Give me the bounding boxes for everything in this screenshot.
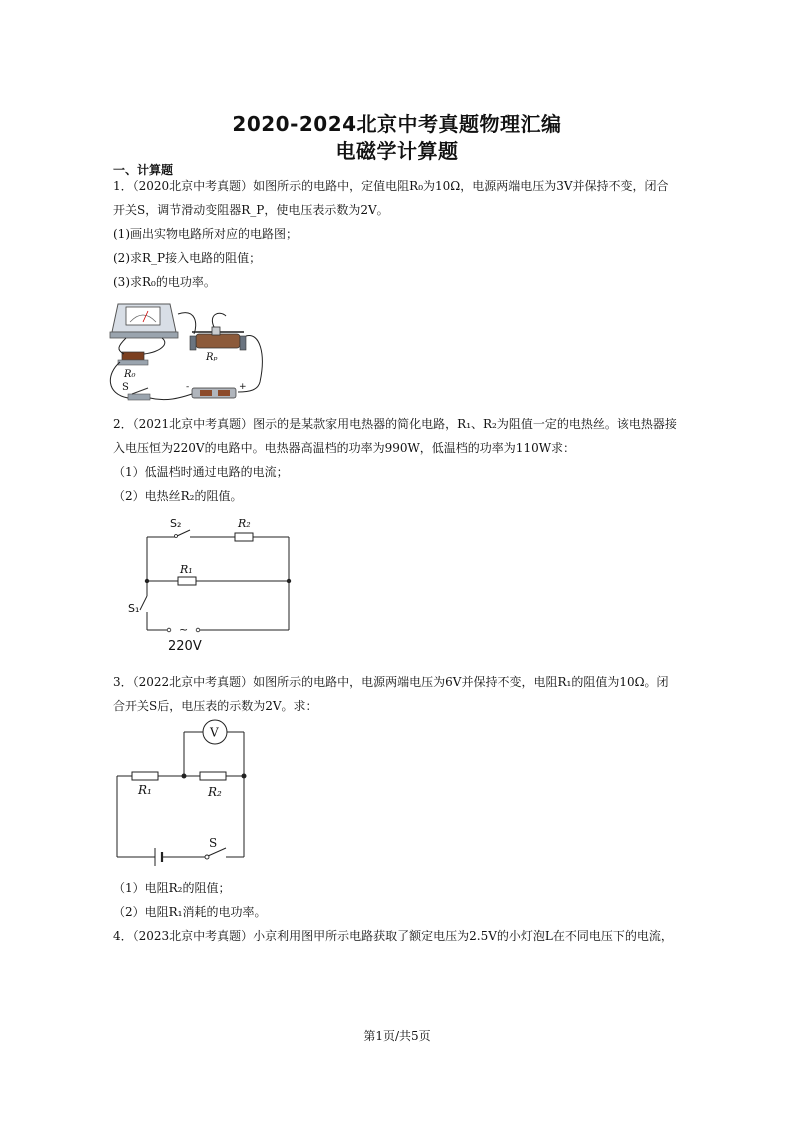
rp-label: Rₚ (206, 352, 218, 363)
q1-part2: (2)求R_P接入电路的阻值； (113, 251, 262, 265)
q1-physical-circuit-figure (100, 294, 270, 410)
q3-text-line1: 3．（2022北京中考真题）如图所示的电路中，电源两端电压为6V并保持不变，电阻R₁的阻值为10Ω。闭 (113, 675, 669, 689)
q1-part1: (1)画出实物电路所对应的电路图； (113, 227, 298, 241)
battery-device (192, 388, 236, 398)
q1-part3: (3)求R₀的电功率。 (113, 275, 216, 289)
page-number: 第1页/共5页 (363, 1029, 431, 1043)
document-subtitle: 电磁学计算题 (335, 139, 459, 163)
s-label: S (122, 382, 129, 393)
document-title: 2020-2024北京中考真题物理汇编 (232, 112, 562, 136)
s-label: S (209, 836, 218, 850)
q3-part1: （1）电阻R₂的阻值； (113, 881, 231, 895)
r0-label: R₀ (124, 369, 136, 380)
r2-label: R₂ (208, 785, 222, 799)
q1-text-line2: 开关S，调节滑动变阻器R_P，使电压表示数为2V。 (113, 203, 389, 217)
rheostat-device (190, 327, 246, 350)
minus-label: - (186, 382, 190, 392)
q2-circuit-diagram (120, 512, 300, 654)
r1-label: R₁ (138, 783, 152, 797)
voltmeter-label: V (210, 725, 219, 740)
q2-text-line2: 入电压恒为220V的电路中。电热器高温档的功率为990W，低温档的功率为110W求： (113, 441, 576, 455)
voltage-label: 220V (168, 639, 202, 654)
q1-text-line1: 1．（2020北京中考真题）如图所示的电路中，定值电阻R₀为10Ω，电源两端电压为3V并保持不变，闭合 (113, 179, 669, 193)
s2-label: S₂ (170, 517, 182, 530)
resistor-r0-device (118, 352, 148, 365)
q3-part2: （2）电阻R₁消耗的电功率。 (113, 905, 267, 919)
q2-part1: （1）低温档时通过电路的电流； (113, 465, 289, 479)
ac-symbol: ~ (179, 623, 189, 636)
plus-label: + (239, 382, 247, 392)
switch-device (128, 388, 150, 400)
r2-label: R₂ (238, 517, 251, 530)
q2-text-line1: 2．（2021北京中考真题）图示的是某款家用电热器的简化电路，R₁、R₂为阻值一定的电热丝。该电热器接 (113, 417, 677, 431)
r1-label: R₁ (180, 563, 193, 576)
section-heading: 一、计算题 (113, 163, 174, 177)
s1-label: S₁ (128, 602, 140, 615)
q4-text-line1: 4．（2023北京中考真题）小京利用图甲所示电路获取了额定电压为2.5V的小灯泡L在不同电压下的电流， (113, 929, 673, 943)
voltmeter-device (110, 304, 178, 338)
q2-part2: （2）电热丝R₂的阻值。 (113, 489, 243, 503)
q3-text-line2: 合开关S后，电压表的示数为2V。求： (113, 699, 318, 713)
q3-circuit-diagram (110, 716, 255, 864)
